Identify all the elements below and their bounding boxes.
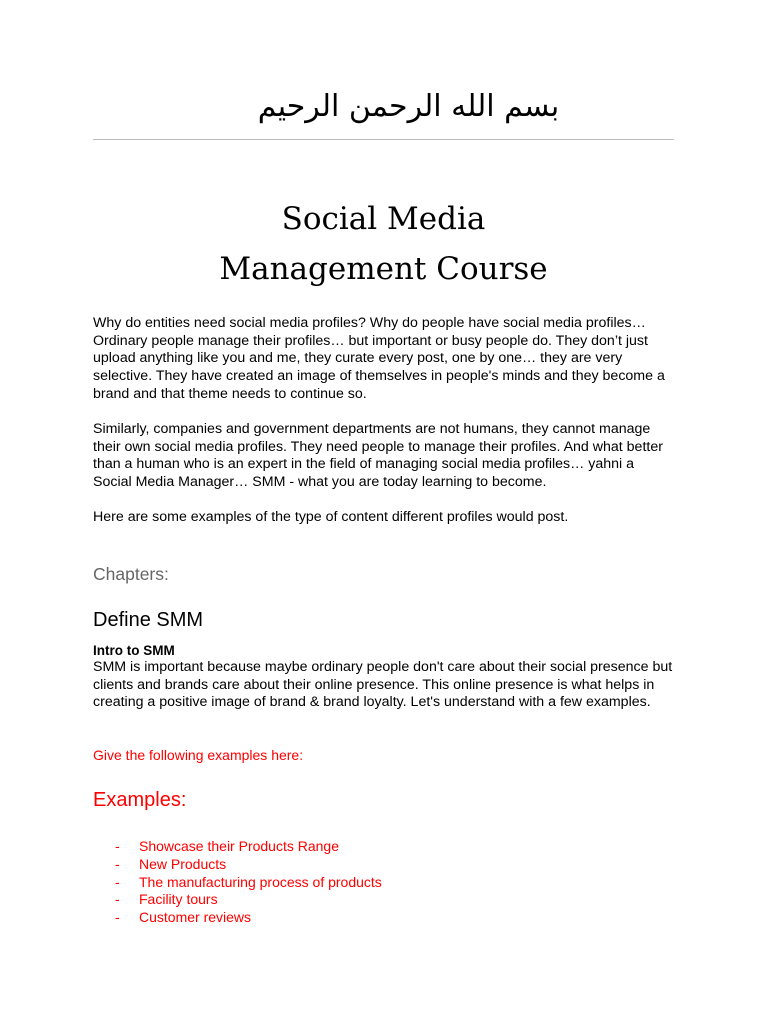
intro-paragraph-1: Why do entities need social media profiles? Why do people have social media profiles… Ordinary people manage their profiles… but important or busy people do. They don’t just upload anything like you and me, they curate every post, one by one… they are very selective. They have created an image of themselves in people's minds and they become a brand and that theme needs to continue so.: [93, 315, 665, 402]
list-item: [93, 838, 382, 856]
header-divider: [93, 139, 674, 140]
chapters-heading: Chapters:: [93, 564, 169, 584]
title-line-1: Social Media: [281, 201, 486, 237]
instructor-note: Give the following examples here:: [93, 747, 304, 763]
list-item: [93, 909, 382, 927]
list-item-label: New Products: [139, 855, 227, 872]
list-bullet: -: [115, 891, 120, 908]
list-bullet: -: [115, 909, 120, 926]
list-item: [93, 891, 382, 909]
list-bullet: -: [115, 838, 120, 854]
intro-paragraph-2: Similarly, companies and government departments are not humans, they cannot manage their own social media profiles. They need people to manage their profiles. And what better than a human who is an expert in the field of managing social media profiles… yahni a Social Media Manager… SMM - what you are today learning to become.: [93, 421, 663, 491]
list-item: [93, 874, 382, 892]
list-item: [93, 856, 382, 874]
intro-paragraph-3: Here are some examples of the type of content different profiles would post.: [93, 509, 569, 525]
examples-heading: Examples:: [93, 789, 187, 811]
basmala-header: بسم الله الرحمن الرحيم: [257, 89, 560, 124]
list-bullet: -: [115, 873, 120, 890]
list-bullet: -: [115, 855, 120, 872]
section-body-paragraph: SMM is important because maybe ordinary people don't care about their social presence but clients and brands care about their online presence. This online presence is what helps in creating a positive image of brand & brand loyalty. Let's understand with a few examples.: [93, 659, 673, 711]
list-item-label: Customer reviews: [139, 909, 252, 926]
section-heading-define-smm: Define SMM: [93, 609, 204, 631]
list-item-label: The manufacturing process of products: [139, 873, 382, 890]
subsection-heading-intro-smm: Intro to SMM: [93, 643, 175, 658]
examples-list: [93, 838, 382, 927]
list-item-label: Facility tours: [139, 891, 218, 908]
title-line-2: Management Course: [219, 251, 548, 287]
list-item-label: Showcase their Products Range: [139, 838, 339, 854]
document-title: [93, 194, 674, 294]
